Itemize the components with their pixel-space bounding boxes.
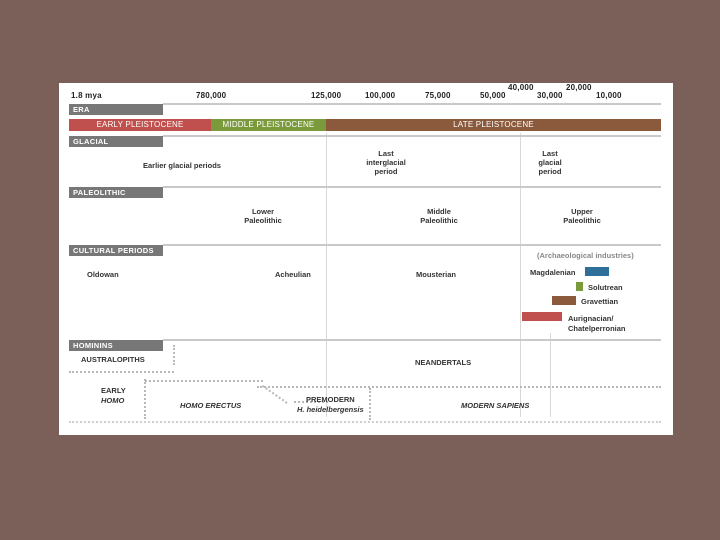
tick-30000: 30,000 — [537, 91, 563, 100]
solutrean-label: Solutrean — [588, 283, 623, 292]
glacial-rule — [163, 135, 661, 137]
last-interglacial-line1: Last — [378, 149, 394, 158]
tick-20000: 20,000 — [566, 83, 592, 92]
tick-75000: 75,000 — [425, 91, 451, 100]
paleolithic-rule — [163, 186, 661, 188]
premodern-boundary-right — [369, 388, 371, 420]
era-rule — [163, 103, 661, 105]
paleolithic-header: PALEOLITHIC — [69, 187, 163, 198]
era-late-pleistocene: LATE PLEISTOCENE — [326, 119, 661, 131]
oldowan-label: Oldowan — [87, 270, 119, 279]
tick-125000: 125,000 — [311, 91, 342, 100]
upper-paleolithic-line2: Paleolithic — [563, 216, 601, 225]
premodern-label — [297, 395, 364, 415]
lower-paleolithic-line2: Paleolithic — [244, 216, 282, 225]
early-homo-label — [101, 386, 126, 406]
guide-30000 — [550, 333, 551, 417]
gravettian-bar — [552, 296, 576, 305]
lower-paleolithic — [237, 207, 289, 225]
guide-125000 — [326, 133, 327, 417]
early-homo-line1: EARLY — [101, 386, 126, 395]
tick-1-8-mya: 1.8 mya — [71, 91, 102, 100]
chart-bottom-rule — [69, 421, 661, 423]
glacial-header: GLACIAL — [69, 136, 163, 147]
acheulian-label: Acheulian — [275, 270, 311, 279]
earlier-glacial-periods: Earlier glacial periods — [143, 161, 221, 170]
last-glacial-line3: period — [538, 167, 562, 176]
timeline-chart-panel — [59, 83, 673, 435]
australopiths-boundary-right — [173, 345, 175, 365]
gravettian-label: Gravettian — [581, 297, 619, 306]
magdalenian-bar — [585, 267, 609, 276]
sapiens-boundary-top — [257, 386, 661, 388]
last-glacial-line1: Last — [542, 149, 558, 158]
solutrean-bar — [576, 282, 583, 291]
era-header: ERA — [69, 104, 163, 115]
last-interglacial-period — [356, 149, 416, 176]
middle-paleolithic-line1: Middle — [427, 207, 451, 216]
guide-40000 — [520, 133, 521, 417]
early-homo-line2: HOMO — [101, 396, 125, 405]
archaeological-industries-note: (Archaeological industries) — [537, 251, 634, 260]
aurignacian-label: Aurignacian/ — [568, 314, 614, 323]
last-interglacial-line3: period — [374, 167, 398, 176]
erectus-boundary-top — [145, 380, 263, 382]
hominins-rule — [163, 339, 661, 341]
lower-paleolithic-line1: Lower — [251, 207, 275, 216]
australopiths-label: AUSTRALOPITHS — [81, 355, 145, 364]
tick-10000: 10,000 — [596, 91, 622, 100]
era-middle-pleistocene: MIDDLE PLEISTOCENE — [211, 119, 326, 131]
last-glacial-period — [525, 149, 575, 176]
tick-50000: 50,000 — [480, 91, 506, 100]
australopiths-boundary-bottom — [69, 371, 174, 373]
last-glacial-line2: glacial — [538, 158, 562, 167]
mousterian-label: Mousterian — [416, 270, 457, 279]
tick-100000: 100,000 — [365, 91, 396, 100]
tick-40000: 40,000 — [508, 83, 534, 92]
modern-sapiens-label: MODERN SAPIENS — [461, 401, 530, 410]
homo-erectus-label: HOMO ERECTUS — [180, 401, 242, 410]
premodern-line1: PREMODERN — [305, 395, 355, 404]
middle-paleolithic — [413, 207, 465, 225]
early-homo-boundary — [144, 379, 146, 419]
cultural-periods-header: CULTURAL PERIODS — [69, 245, 163, 256]
aurignacian-chatelperronian-label — [568, 314, 626, 334]
middle-paleolithic-line2: Paleolithic — [420, 216, 458, 225]
magdalenian-label: Magdalenian — [530, 268, 576, 277]
neandertals-label: NEANDERTALS — [415, 358, 472, 367]
tick-780000: 780,000 — [196, 91, 227, 100]
era-early-pleistocene: EARLY PLEISTOCENE — [69, 119, 211, 131]
aurignacian-bar — [522, 312, 562, 321]
hominins-header: HOMININS — [69, 340, 163, 351]
cultural-rule — [163, 244, 661, 246]
premodern-line2: H. heidelbergensis — [297, 405, 364, 414]
upper-paleolithic — [556, 207, 608, 225]
upper-paleolithic-line1: Upper — [571, 207, 593, 216]
last-interglacial-line2: interglacial — [366, 158, 406, 167]
chatelperronian-label: Chatelperronian — [568, 324, 626, 333]
